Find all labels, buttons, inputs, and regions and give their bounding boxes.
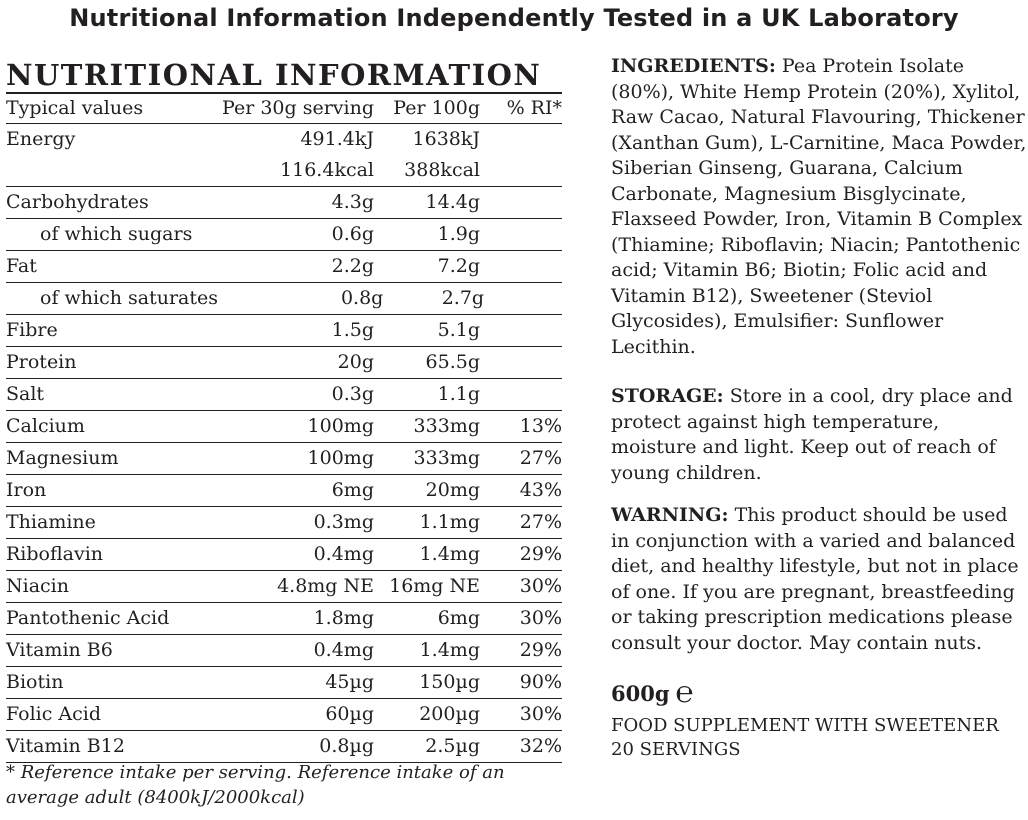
serving-value: 1.8mg — [313, 607, 374, 629]
serving-value: 0.6g — [331, 223, 374, 245]
serving-value-cell — [200, 251, 374, 282]
ri-value: 27% — [519, 447, 562, 469]
per-100g-value-cell — [374, 539, 480, 570]
serving-value-cell — [200, 731, 374, 762]
per-100g-value-cell — [374, 571, 480, 602]
serving-value-cell — [200, 635, 374, 666]
ri-value: 43% — [519, 479, 562, 501]
servings-count: 20 SERVINGS — [611, 739, 741, 760]
nutrient-label: Vitamin B12 — [6, 735, 125, 757]
serving-value: 100mg — [307, 415, 374, 437]
table-row — [6, 635, 562, 667]
nutrient-label: Carbohydrates — [6, 191, 149, 213]
table-row — [6, 411, 562, 443]
header-per-100g: Per 100g — [393, 97, 480, 119]
per-100g-value: 388kcal — [404, 159, 480, 181]
serving-value: 116.4kcal — [280, 159, 374, 181]
ri-value: 30% — [519, 575, 562, 597]
per-100g-value-cell — [374, 699, 480, 730]
per-100g-value: 16mg NE — [389, 575, 480, 597]
per-100g-value: 1.1g — [437, 383, 480, 405]
table-row — [6, 443, 562, 475]
serving-value: 6mg — [331, 479, 374, 501]
product-info-column — [611, 54, 1027, 762]
serving-value: 0.3g — [331, 383, 374, 405]
header-ri: % RI* — [506, 97, 562, 119]
table-row — [6, 347, 562, 379]
table-row — [6, 667, 562, 699]
serving-value-cell — [200, 443, 374, 474]
per-100g-value-cell — [383, 283, 484, 314]
table-row — [6, 187, 562, 219]
per-100g-value: 20mg — [425, 479, 480, 501]
per-100g-value: 6mg — [437, 607, 480, 629]
nutrient-label: Calcium — [6, 415, 85, 437]
nutrient-label: Salt — [6, 383, 45, 405]
table-row — [6, 699, 562, 731]
per-100g-value-cell — [374, 219, 480, 250]
serving-value-cell — [200, 411, 374, 442]
warning-text: This product should be used in conjunction with a varied and balanced diet, and healthy lifestyle, but not in place of one. If you are pregnant, breastfeeding or taking prescription medications please consult your doctor. May contain nuts. — [611, 504, 1019, 654]
per-100g-value: 1.1mg — [419, 511, 480, 533]
ri-value: 32% — [519, 735, 562, 757]
serving-value: 0.8g — [340, 287, 384, 309]
table-row — [6, 219, 562, 251]
ri-value: 27% — [519, 511, 562, 533]
header-typical-values: Typical values — [6, 97, 144, 119]
reference-footnote: * Reference intake per serving. Reference intake of an average adult (8400kJ/2000kcal) — [6, 762, 505, 808]
per-100g-value: 2.7g — [441, 287, 485, 309]
nutrient-label: Energy — [6, 128, 76, 150]
nutrient-label: Magnesium — [6, 447, 119, 469]
per-100g-value-cell — [374, 507, 480, 538]
nutrient-label: of which sugars — [40, 223, 193, 245]
serving-value: 4.3g — [331, 191, 374, 213]
ingredients-block — [611, 54, 1027, 360]
per-100g-value-cell — [374, 635, 480, 666]
nutrition-table-body — [6, 124, 562, 763]
per-100g-value-cell — [374, 379, 480, 410]
table-row — [6, 124, 562, 187]
per-100g-value: 14.4g — [425, 191, 480, 213]
ri-value: 30% — [519, 703, 562, 725]
per-100g-value-cell — [374, 251, 480, 282]
nutrient-label: of which saturates — [40, 287, 218, 309]
per-100g-value-cell — [374, 443, 480, 474]
nutrient-label: Vitamin B6 — [6, 639, 113, 661]
serving-value: 0.4mg — [313, 639, 374, 661]
serving-value-cell — [200, 475, 374, 506]
header-per-serving: Per 30g serving — [222, 97, 374, 119]
serving-value-cell — [218, 283, 383, 314]
per-100g-value: 7.2g — [437, 255, 480, 277]
per-100g-value-cell — [374, 347, 480, 378]
nutrient-label: Pantothenic Acid — [6, 607, 170, 629]
ri-value: 13% — [519, 415, 562, 437]
serving-value: 0.4mg — [313, 543, 374, 565]
per-100g-value: 200µg — [419, 703, 480, 725]
nutrient-label: Iron — [6, 479, 47, 501]
serving-value-cell — [200, 124, 374, 186]
serving-value-cell — [200, 539, 374, 570]
nutrient-label: Biotin — [6, 671, 64, 693]
product-type-line1: FOOD SUPPLEMENT WITH SWEETENER — [611, 715, 999, 736]
nutrient-label: Protein — [6, 351, 77, 373]
serving-value: 100mg — [307, 447, 374, 469]
nutrient-label: Niacin — [6, 575, 69, 597]
nutrition-panel — [6, 58, 562, 763]
nutrient-label: Riboflavin — [6, 543, 104, 565]
table-row — [6, 315, 562, 347]
per-100g-value: 1638kJ — [412, 128, 480, 150]
nutrient-label: Fibre — [6, 319, 58, 341]
table-row — [6, 571, 562, 603]
serving-value: 2.2g — [331, 255, 374, 277]
table-row — [6, 507, 562, 539]
nutrient-label: Thiamine — [6, 511, 96, 533]
per-100g-value: 1.4mg — [419, 543, 480, 565]
serving-value-cell — [200, 347, 374, 378]
serving-value-cell — [200, 219, 374, 250]
nutrition-title: NUTRITIONAL INFORMATION — [6, 58, 542, 92]
per-100g-value: 1.4mg — [419, 639, 480, 661]
per-100g-value: 5.1g — [437, 319, 480, 341]
net-weight — [611, 675, 1027, 710]
serving-value: 4.8mg NE — [277, 575, 374, 597]
per-100g-value: 333mg — [413, 447, 480, 469]
warning-block — [611, 503, 1027, 656]
per-100g-value: 333mg — [413, 415, 480, 437]
product-type — [611, 714, 1027, 762]
ri-value: 90% — [519, 671, 562, 693]
per-100g-value: 2.5µg — [425, 735, 480, 757]
storage-heading: STORAGE: — [611, 385, 724, 407]
per-100g-value-cell — [374, 603, 480, 634]
page-banner: Nutritional Information Independently Tested in a UK Laboratory — [69, 4, 959, 32]
serving-value: 45µg — [325, 671, 374, 693]
warning-heading: WARNING: — [611, 504, 729, 526]
table-row — [6, 251, 562, 283]
per-100g-value: 65.5g — [425, 351, 480, 373]
table-row — [6, 539, 562, 571]
storage-text: Store in a cool, dry place and protect against high temperature, moisture and light. Keep out of reach of young children. — [611, 385, 1013, 484]
serving-value: 1.5g — [331, 319, 374, 341]
serving-value: 0.3mg — [313, 511, 374, 533]
serving-value-cell — [200, 667, 374, 698]
serving-value: 491.4kJ — [300, 128, 374, 150]
per-100g-value-cell — [374, 315, 480, 346]
ingredients-heading: INGREDIENTS: — [611, 55, 776, 77]
nutrient-label: Folic Acid — [6, 703, 102, 725]
ingredients-text: Pea Protein Isolate (80%), White Hemp Protein (20%), Xylitol, Raw Cacao, Natural Flavouring, Thickener (Xanthan Gum), L-Carnitine, Maca Powder, Siberian Ginseng, Guarana, Calcium Carbonate, Magnesium Bisglycinate, Flaxseed Powder, Iron, Vitamin B Complex (Thiamine; Riboflavin; Niacin; Pantothenic acid; Vitamin B6; Biotin; Folic acid and Vitamin B12), Sweetener (Steviol Glycosides), Emulsifier: Sunflower Lecithin. — [611, 55, 1027, 358]
per-100g-value: 1.9g — [437, 223, 480, 245]
per-100g-value-cell — [374, 731, 480, 762]
serving-value-cell — [200, 315, 374, 346]
serving-value: 60µg — [325, 703, 374, 725]
net-weight-value: 600g — [611, 681, 670, 706]
serving-value-cell — [200, 507, 374, 538]
serving-value: 20g — [337, 351, 374, 373]
storage-block — [611, 384, 1027, 486]
per-100g-value-cell — [374, 667, 480, 698]
serving-value-cell — [200, 603, 374, 634]
serving-value-cell — [200, 379, 374, 410]
serving-value: 0.8µg — [319, 735, 374, 757]
per-100g-value-cell — [374, 411, 480, 442]
ri-value: 29% — [519, 639, 562, 661]
table-row — [6, 731, 562, 763]
ri-value: 30% — [519, 607, 562, 629]
per-100g-value-cell — [374, 187, 480, 218]
per-100g-value-cell — [374, 124, 480, 186]
table-row — [6, 379, 562, 411]
per-100g-value-cell — [374, 475, 480, 506]
table-row — [6, 283, 562, 315]
table-row — [6, 603, 562, 635]
serving-value-cell — [200, 699, 374, 730]
table-header — [6, 94, 562, 124]
table-row — [6, 475, 562, 507]
serving-value-cell — [200, 187, 374, 218]
ri-value: 29% — [519, 543, 562, 565]
per-100g-value: 150µg — [419, 671, 480, 693]
estimated-sign-icon: ℮ — [675, 675, 694, 710]
nutrient-label: Fat — [6, 255, 37, 277]
serving-value-cell — [200, 571, 374, 602]
